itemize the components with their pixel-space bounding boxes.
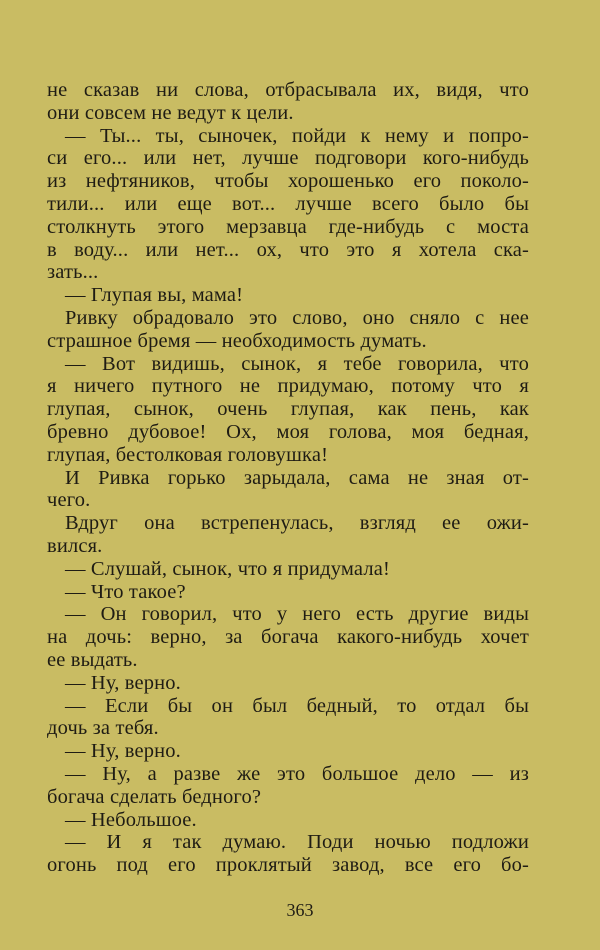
text-line: — Глупая вы, мама! (65, 284, 244, 307)
text-line: я ничего путного не придумаю, потому что я (47, 375, 529, 398)
text-line: — Небольшое. (65, 808, 197, 831)
page-text (47, 79, 529, 877)
text-line: — Если бы он был бедный, то отдал бы (65, 694, 529, 717)
text-line: огонь под его проклятый завод, все его бо- (47, 854, 529, 877)
text-line: дочь за тебя. (47, 717, 159, 740)
text-line: в воду... или нет... ох, что это я хотела ска- (47, 238, 529, 261)
text-line: глупая, сынок, очень глупая, как пень, как (47, 398, 529, 421)
text-line: зать... (47, 261, 99, 284)
text-line: тили... или еще вот... лучше всего было бы (47, 192, 529, 215)
text-line: — Ну, верно. (65, 671, 181, 694)
text-line: — Он говорил, что у него есть другие виды (65, 603, 529, 626)
text-line: си его... или нет, лучше подговори кого-нибудь (47, 147, 529, 170)
text-line: страшное бремя — необходимость думать. (47, 329, 427, 352)
text-line: бревно дубовое! Ох, моя голова, моя бедная, (47, 420, 529, 443)
text-line: — Вот видишь, сынок, я тебе говорила, что (65, 352, 529, 375)
text-line: — И я так думаю. Поди ночью подложи (65, 831, 529, 854)
text-line: глупая, бестолковая головушка! (47, 443, 329, 466)
page-number: 363 (286, 900, 314, 920)
text-line: они совсем не ведут к цели. (47, 101, 294, 124)
text-line: столкнуть этого мерзавца где-нибудь с моста (47, 215, 529, 238)
text-line: — Слушай, сынок, что я придумала! (65, 557, 390, 580)
text-line: Вдруг она встрепенулась, взгляд ее ожи- (65, 512, 529, 535)
text-line: ее выдать. (47, 648, 138, 671)
text-line: — Ты... ты, сыночек, пойди к нему и попро- (65, 124, 529, 147)
text-line: — Что такое? (65, 580, 186, 603)
text-line: чего. (47, 489, 91, 512)
text-line: не сказав ни слова, отбрасывала их, видя, что (47, 79, 529, 101)
text-line: на дочь: верно, за богача какого-нибудь хочет (47, 626, 529, 649)
text-line: И Ривка горько зарыдала, сама не зная от- (65, 466, 529, 489)
text-line: вился. (47, 534, 103, 557)
text-line: из нефтяников, чтобы хорошенько его поколо- (47, 170, 529, 193)
text-line: — Ну, верно. (65, 740, 181, 763)
text-line: Ривку обрадовало это слово, оно сняло с нее (65, 306, 529, 329)
text-line: богача сделать бедного? (47, 785, 262, 808)
text-line: — Ну, а разве же это большое дело — из (65, 762, 529, 785)
